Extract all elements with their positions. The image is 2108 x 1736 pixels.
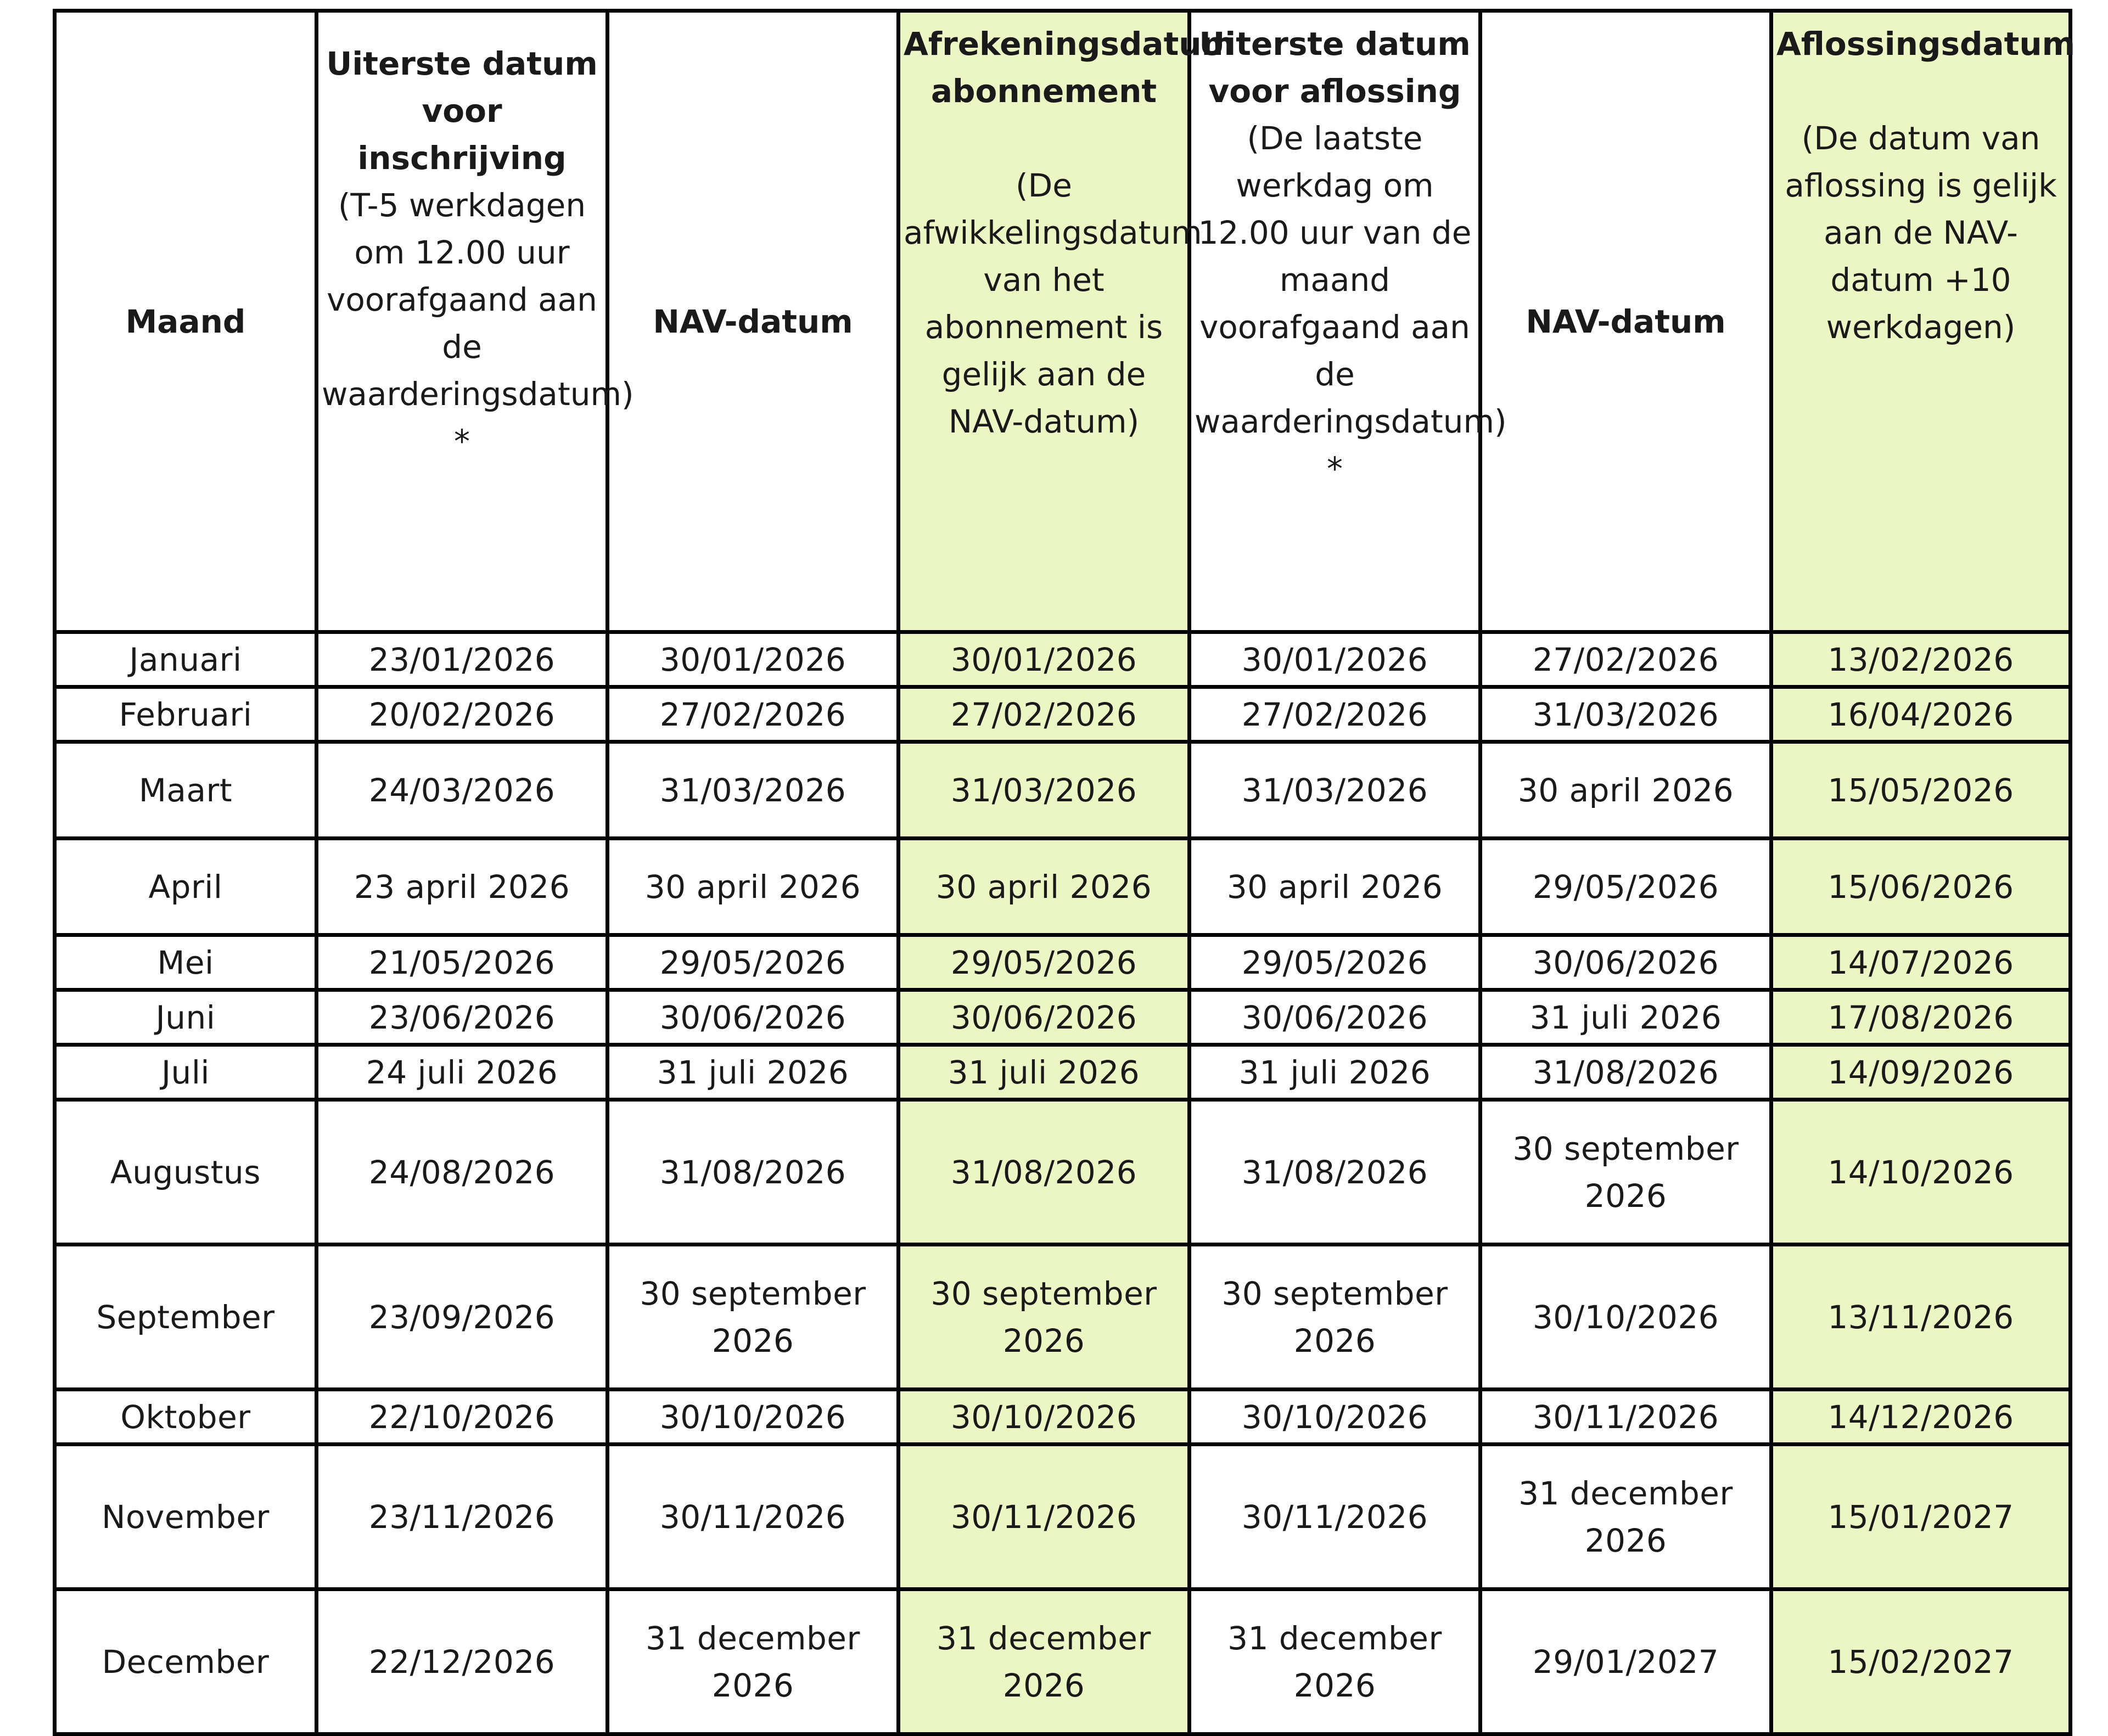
cell-afrekening: 29/05/2026 bbox=[899, 935, 1190, 990]
cell-aflossing-deadline: 31 december 2026 bbox=[1190, 1589, 1481, 1734]
cell-nav-datum-1: 31 december 2026 bbox=[608, 1589, 899, 1734]
cell-aflossingsdatum: 15/01/2027 bbox=[1771, 1445, 2071, 1589]
cell-maand: Januari bbox=[55, 632, 317, 687]
table-row bbox=[55, 990, 2071, 1045]
cell-aflossingsdatum: 14/10/2026 bbox=[1771, 1100, 2071, 1245]
cell-inschrijving: 24/03/2026 bbox=[317, 742, 608, 839]
cell-nav-datum-1: 31 juli 2026 bbox=[608, 1045, 899, 1100]
fund-calendar-table bbox=[53, 9, 2076, 1736]
table-row bbox=[55, 1390, 2071, 1445]
cell-inschrijving: 24/08/2026 bbox=[317, 1100, 608, 1245]
table-row bbox=[55, 1100, 2071, 1245]
cell-aflossingsdatum: 16/04/2026 bbox=[1771, 687, 2071, 742]
table-row bbox=[55, 742, 2071, 839]
cell-maand: Mei bbox=[55, 935, 317, 990]
cell-inschrijving: 22/10/2026 bbox=[317, 1390, 608, 1445]
cell-maand: September bbox=[55, 1245, 317, 1390]
cell-nav-datum-2: 31/08/2026 bbox=[1481, 1045, 1771, 1100]
table-row bbox=[55, 1045, 2071, 1100]
cell-aflossing-deadline: 30/01/2026 bbox=[1190, 632, 1481, 687]
header-nav-datum-1 bbox=[608, 11, 899, 632]
header-inschrijving-title: Uiterste datum voor inschrijving bbox=[326, 45, 598, 177]
cell-afrekening: 31 december 2026 bbox=[899, 1589, 1190, 1734]
cell-afrekening: 30/11/2026 bbox=[899, 1445, 1190, 1589]
header-row bbox=[55, 11, 2071, 632]
table-row bbox=[55, 632, 2071, 687]
cell-maand: Augustus bbox=[55, 1100, 317, 1245]
cell-aflossing-deadline: 29/05/2026 bbox=[1190, 935, 1481, 990]
cell-nav-datum-1: 30 september 2026 bbox=[608, 1245, 899, 1390]
header-nav-datum-1-label: NAV-datum bbox=[653, 302, 853, 340]
cell-afrekening: 30/06/2026 bbox=[899, 990, 1190, 1045]
cell-aflossing-deadline: 30/11/2026 bbox=[1190, 1445, 1481, 1589]
cell-maand: Oktober bbox=[55, 1390, 317, 1445]
cell-nav-datum-2: 30/06/2026 bbox=[1481, 935, 1771, 990]
header-aflossing-deadline-title: Uiterste datum voor aflossing bbox=[1199, 25, 1471, 110]
cell-nav-datum-1: 29/05/2026 bbox=[608, 935, 899, 990]
cell-nav-datum-2: 31 juli 2026 bbox=[1481, 990, 1771, 1045]
cell-aflossingsdatum: 17/08/2026 bbox=[1771, 990, 2071, 1045]
header-aflossing-deadline bbox=[1190, 11, 1507, 632]
header-maand bbox=[55, 11, 317, 632]
cell-maand: Juli bbox=[55, 1045, 317, 1100]
cell-aflossing-deadline: 30/10/2026 bbox=[1190, 1390, 1481, 1445]
cell-aflossing-deadline: 30/06/2026 bbox=[1190, 990, 1481, 1045]
cell-aflossingsdatum: 15/05/2026 bbox=[1771, 742, 2071, 839]
cell-maand: Februari bbox=[55, 687, 317, 742]
cell-afrekening: 30/10/2026 bbox=[899, 1390, 1190, 1445]
cell-nav-datum-1: 30/01/2026 bbox=[608, 632, 899, 687]
cell-nav-datum-2: 31/03/2026 bbox=[1481, 687, 1771, 742]
cell-aflossing-deadline: 27/02/2026 bbox=[1190, 687, 1481, 742]
cell-maand: Juni bbox=[55, 990, 317, 1045]
cell-nav-datum-1: 31/03/2026 bbox=[608, 742, 899, 839]
cell-afrekening: 30 september 2026 bbox=[899, 1245, 1190, 1390]
cell-afrekening: 31/08/2026 bbox=[899, 1100, 1190, 1245]
header-afrekening-note: (De afwikkelingsdatum van het abonnement is gelijk aan de NAV-datum) bbox=[904, 167, 1202, 440]
table-body bbox=[55, 632, 2071, 1734]
cell-nav-datum-2: 27/02/2026 bbox=[1481, 632, 1771, 687]
cell-aflossing-deadline: 31 juli 2026 bbox=[1190, 1045, 1481, 1100]
header-aflossingsdatum-note: (De datum van aflossing is gelijk aan de NAV-datum +10 werkdagen) bbox=[1785, 120, 2057, 346]
cell-nav-datum-2: 30 september 2026 bbox=[1481, 1100, 1771, 1245]
cell-afrekening: 31 juli 2026 bbox=[899, 1045, 1190, 1100]
header-inschrijving bbox=[317, 11, 634, 632]
cell-maand: November bbox=[55, 1445, 317, 1589]
cell-aflossingsdatum: 15/02/2027 bbox=[1771, 1589, 2071, 1734]
cell-afrekening: 30/01/2026 bbox=[899, 632, 1190, 687]
cell-inschrijving: 23/06/2026 bbox=[317, 990, 608, 1045]
table-row bbox=[55, 839, 2071, 935]
cell-nav-datum-1: 31/08/2026 bbox=[608, 1100, 899, 1245]
cell-maand: April bbox=[55, 839, 317, 935]
cell-nav-datum-2: 29/01/2027 bbox=[1481, 1589, 1771, 1734]
header-aflossing-deadline-note: (De laatste werkdag om 12.00 uur van de maand voorafgaand aan de waarderingsdatum) * bbox=[1195, 120, 1507, 487]
cell-inschrijving: 23/01/2026 bbox=[317, 632, 608, 687]
cell-aflossingsdatum: 13/11/2026 bbox=[1771, 1245, 2071, 1390]
header-afrekening-gap bbox=[904, 115, 1184, 162]
header-nav-datum-2-label: NAV-datum bbox=[1526, 302, 1726, 340]
cell-aflossing-deadline: 31/08/2026 bbox=[1190, 1100, 1481, 1245]
cell-aflossing-deadline: 30 september 2026 bbox=[1190, 1245, 1481, 1390]
table-row bbox=[55, 935, 2071, 990]
header-nav-datum-2 bbox=[1481, 11, 1771, 632]
cell-maand: Maart bbox=[55, 742, 317, 839]
cell-maand: December bbox=[55, 1589, 317, 1734]
cell-inschrijving: 20/02/2026 bbox=[317, 687, 608, 742]
cell-nav-datum-1: 30/06/2026 bbox=[608, 990, 899, 1045]
cell-inschrijving: 23/11/2026 bbox=[317, 1445, 608, 1589]
header-inschrijving-note: (T-5 werkdagen om 12.00 uur voorafgaand aan de waarderingsdatum) * bbox=[322, 187, 634, 460]
cell-nav-datum-2: 29/05/2026 bbox=[1481, 839, 1771, 935]
table-row bbox=[55, 1445, 2071, 1589]
cell-inschrijving: 23 april 2026 bbox=[317, 839, 608, 935]
cell-nav-datum-1: 27/02/2026 bbox=[608, 687, 899, 742]
cell-nav-datum-1: 30/10/2026 bbox=[608, 1390, 899, 1445]
cell-nav-datum-1: 30 april 2026 bbox=[608, 839, 899, 935]
table-row bbox=[55, 687, 2071, 742]
header-afrekening bbox=[899, 11, 1235, 632]
cell-nav-datum-2: 30/11/2026 bbox=[1481, 1390, 1771, 1445]
cell-nav-datum-2: 30 april 2026 bbox=[1481, 742, 1771, 839]
header-aflossingsdatum bbox=[1771, 11, 2076, 632]
header-aflossingsdatum-gap bbox=[1776, 68, 2065, 115]
cell-inschrijving: 22/12/2026 bbox=[317, 1589, 608, 1734]
cell-nav-datum-1: 30/11/2026 bbox=[608, 1445, 899, 1589]
cell-aflossingsdatum: 13/02/2026 bbox=[1771, 632, 2071, 687]
cell-aflossingsdatum: 15/06/2026 bbox=[1771, 839, 2071, 935]
header-aflossingsdatum-title: Aflossingsdatum bbox=[1776, 25, 2076, 63]
cell-afrekening: 31/03/2026 bbox=[899, 742, 1190, 839]
cell-nav-datum-2: 31 december 2026 bbox=[1481, 1445, 1771, 1589]
cell-aflossing-deadline: 31/03/2026 bbox=[1190, 742, 1481, 839]
cell-aflossingsdatum: 14/12/2026 bbox=[1771, 1390, 2071, 1445]
table-row bbox=[55, 1245, 2071, 1390]
cell-aflossingsdatum: 14/09/2026 bbox=[1771, 1045, 2071, 1100]
cell-aflossing-deadline: 30 april 2026 bbox=[1190, 839, 1481, 935]
cell-inschrijving: 21/05/2026 bbox=[317, 935, 608, 990]
header-afrekening-title: Afrekeningsdatum abonnement bbox=[904, 25, 1235, 110]
cell-afrekening: 27/02/2026 bbox=[899, 687, 1190, 742]
table-row bbox=[55, 1589, 2071, 1734]
header-maand-label: Maand bbox=[125, 302, 246, 340]
cell-aflossingsdatum: 14/07/2026 bbox=[1771, 935, 2071, 990]
cell-nav-datum-2: 30/10/2026 bbox=[1481, 1245, 1771, 1390]
cell-afrekening: 30 april 2026 bbox=[899, 839, 1190, 935]
cell-inschrijving: 24 juli 2026 bbox=[317, 1045, 608, 1100]
cell-inschrijving: 23/09/2026 bbox=[317, 1245, 608, 1390]
